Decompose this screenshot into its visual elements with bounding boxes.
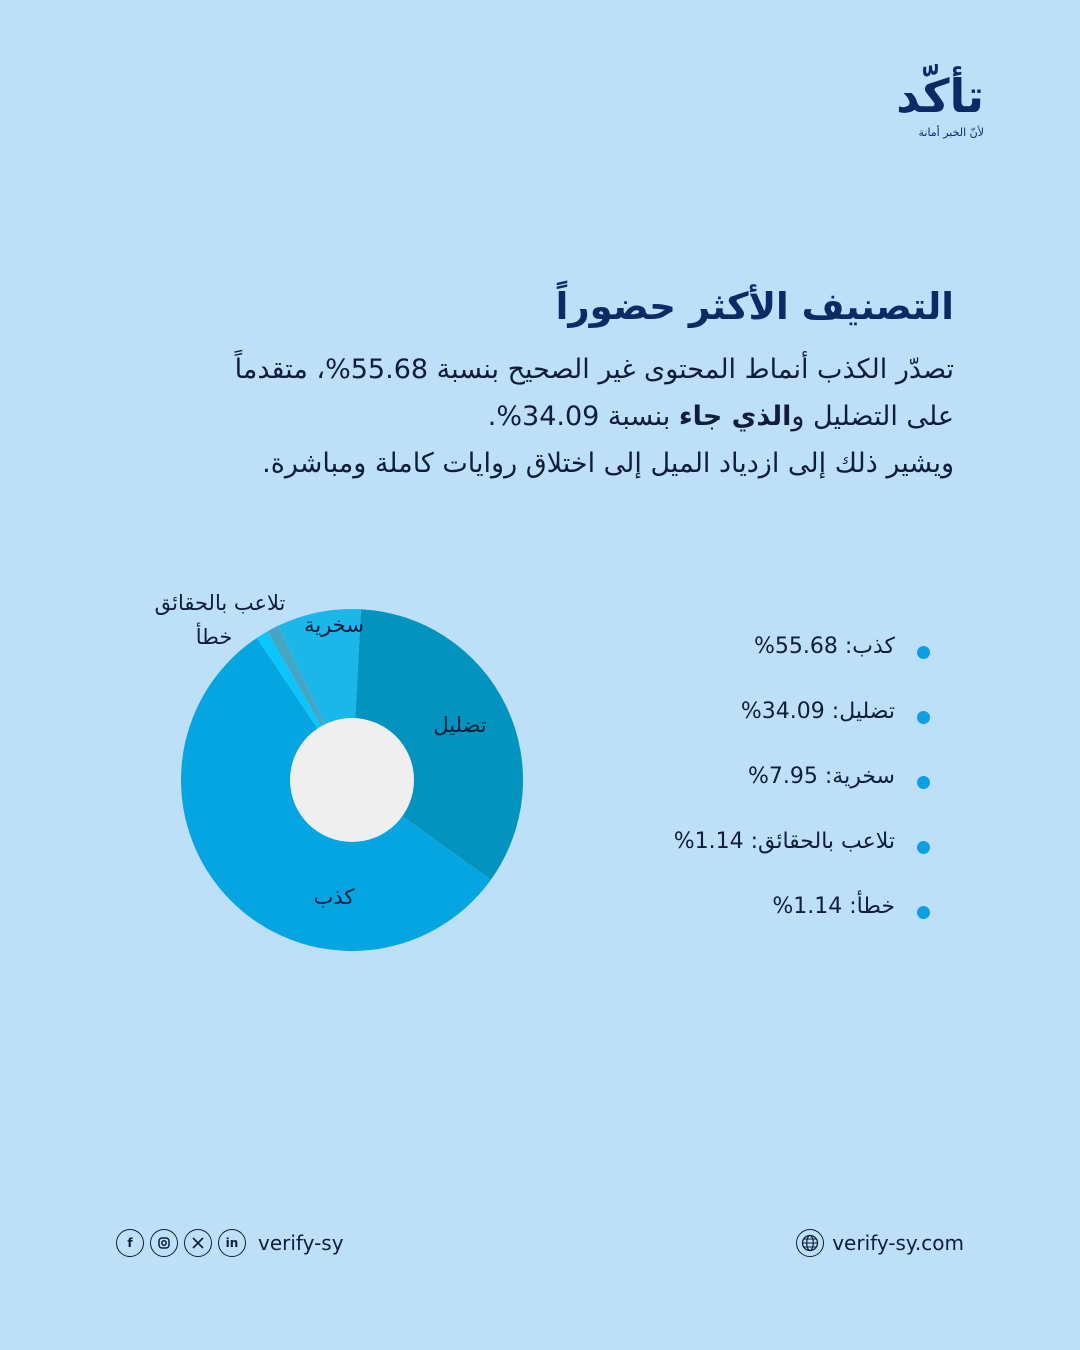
donut-chart bbox=[0, 560, 560, 980]
logo-tagline: لأنّ الخبر أمانة bbox=[918, 126, 984, 139]
slice-label: كذب bbox=[313, 885, 355, 909]
footer-website bbox=[796, 1228, 964, 1258]
linkedin-icon[interactable]: in bbox=[218, 1229, 246, 1257]
slice-label: تضليل bbox=[433, 713, 487, 737]
page-title: التصنيف الأكثر حضوراً bbox=[555, 285, 954, 328]
text-block bbox=[94, 282, 954, 487]
footer-social bbox=[116, 1228, 344, 1258]
legend-dot-icon bbox=[917, 776, 930, 789]
legend-dot-icon bbox=[917, 906, 930, 919]
legend-label: تلاعب بالحقائق bbox=[757, 829, 895, 854]
chart-legend bbox=[510, 614, 930, 939]
website-link[interactable]: verify-sy.com bbox=[832, 1231, 964, 1255]
brand-logo bbox=[888, 66, 984, 150]
paragraph-line-1: تصدّر الكذب أنماط المحتوى غير الصحيح بنسبة 55.68%، متقدماً bbox=[234, 354, 954, 385]
facebook-icon[interactable]: f bbox=[116, 1229, 144, 1257]
legend-item: تضليل : %34.09 bbox=[510, 679, 930, 744]
logo-text: تأكّد bbox=[896, 69, 984, 123]
x-icon[interactable] bbox=[184, 1229, 212, 1257]
legend-item: تلاعب بالحقائق : %1.14 bbox=[510, 809, 930, 874]
legend-value: %1.14 bbox=[772, 894, 843, 919]
social-handle[interactable]: verify-sy bbox=[258, 1231, 344, 1255]
legend-item: خطأ : %1.14 bbox=[510, 874, 930, 939]
legend-label: تضليل bbox=[839, 699, 895, 724]
legend-value: %55.68 bbox=[753, 634, 838, 659]
legend-item: سخرية : %7.95 bbox=[510, 744, 930, 809]
legend-dot-icon bbox=[917, 711, 930, 724]
legend-value: %7.95 bbox=[748, 764, 818, 789]
legend-item: كذب : %55.68 bbox=[510, 614, 930, 679]
legend-label: سخرية bbox=[832, 764, 895, 789]
legend-label: كذب bbox=[852, 634, 895, 659]
instagram-icon[interactable] bbox=[150, 1229, 178, 1257]
slice-label: خطأ bbox=[195, 625, 233, 649]
slice-label: تلاعب بالحقائق bbox=[154, 591, 286, 615]
paragraph-line-2b: بنسبة 34.09%. bbox=[487, 401, 679, 432]
legend-label: خطأ bbox=[856, 894, 895, 919]
paragraph-line-2-bold: الذي جاء bbox=[678, 401, 792, 432]
legend-dot-icon bbox=[917, 646, 930, 659]
legend-value: %34.09 bbox=[740, 699, 825, 724]
paragraph-line-2a: على التضليل و bbox=[791, 401, 954, 432]
paragraph-line-3: ويشير ذلك إلى ازدياد الميل إلى اختلاق روايات كاملة ومباشرة. bbox=[262, 448, 954, 479]
donut-hole bbox=[290, 718, 414, 842]
intro-paragraph bbox=[94, 346, 954, 487]
legend-value: %1.14 bbox=[673, 829, 744, 854]
legend-dot-icon bbox=[917, 841, 930, 854]
globe-icon bbox=[796, 1229, 824, 1257]
slice-label: سخرية bbox=[304, 613, 364, 637]
